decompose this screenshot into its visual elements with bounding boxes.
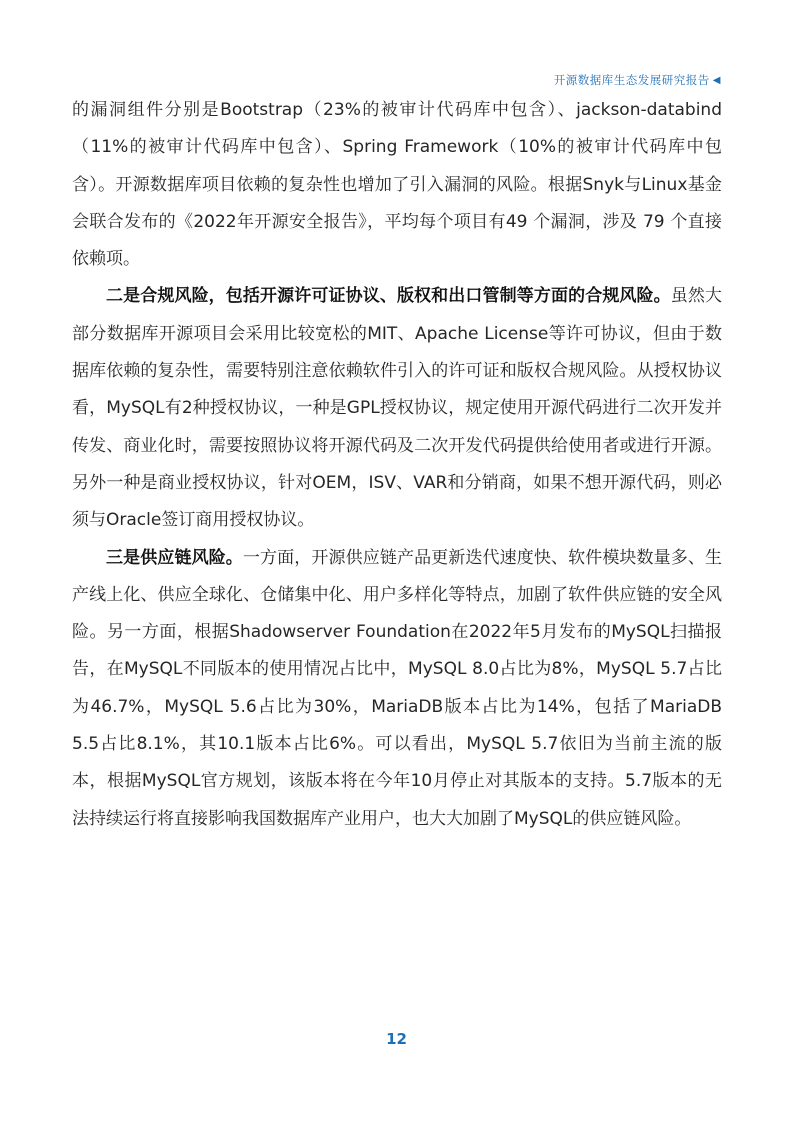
paragraph-lead: 三是供应链风险。 xyxy=(106,547,243,568)
paragraph-supply-chain-risk xyxy=(72,540,722,838)
paragraph-text: 虽然大部分数据库开源项目会采用比较宽松的MIT、Apache License等许可协议，但由于数据库依赖的复杂性，需要特别注意依赖软件引入的许可证和版权合规风险。从授权协议看，MySQL有2种授权协议，一种是GPL授权协议，规定使用开源代码进行二次开发并传发、商业化时，需要按照协议将开源代码及二次开发代码提供给使用者或进行开源。另外一种是商业授权协议，针对OEM，ISV、VAR和分销商，如果不想开源代码，则必须与Oracle签订商用授权协议。 xyxy=(72,286,723,531)
left-triangle-icon: ◀ xyxy=(712,74,721,86)
paragraph-lead: 二是合规风险，包括开源许可证协议、版权和出口管制等方面的合规风险。 xyxy=(106,286,671,307)
body-text xyxy=(72,92,722,838)
paragraph-compliance-risk xyxy=(72,278,722,539)
paragraph-text: 的漏洞组件分别是Bootstrap（23%的被审计代码库中包含）、jackson-databind（11%的被审计代码库中包含）、Spring Framework（10%的被审计代码库中包含）。开源数据库项目依赖的复杂性也增加了引入漏洞的风险。根据Snyk与Linux基金会联合发布的《2022年开源安全报告》，平均每个项目有49 个漏洞，涉及 79 个直接依赖项。 xyxy=(72,100,722,270)
paragraph-vulnerabilities xyxy=(72,92,722,278)
report-title: 开源数据库生态发展研究报告 xyxy=(553,73,710,87)
paragraph-text: 一方面，开源供应链产品更新迭代速度快、软件模块数量多、生产线上化、供应全球化、仓储集中化、用户多样化等特点，加剧了软件供应链的安全风险。另一方面，根据Shadowserver Foundation在2022年5月发布的MySQL扫描报告，在MySQL不同版本的使用情况占比中，MySQL 8.0占比为8%，MySQL 5.7占比为46.7%，MySQL 5.6占比为30%，MariaDB版本占比为14%，包括了MariaDB 5.5占比8.1%，其10.1版本占比6%。可以看出，MySQL 5.7依旧为当前主流的版本，根据MySQL官方规划，该版本将在今年10月停止对其版本的支持。5.7版本的无法持续运行将直接影响我国数据库产业用户，也大大加剧了MySQL的供应链风险。 xyxy=(72,547,723,829)
running-header xyxy=(554,72,721,88)
page-number: 12 xyxy=(386,1030,407,1048)
